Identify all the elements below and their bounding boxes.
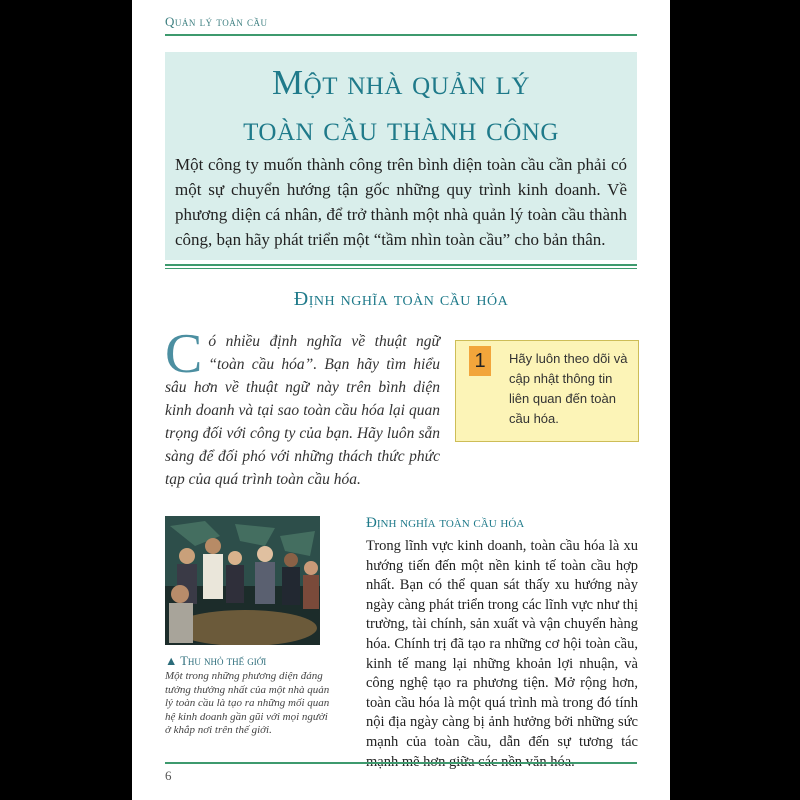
bottom-rule xyxy=(165,762,637,764)
photo-caption-text: Một trong những phương diện đáng tưởng thưởng nhất của một nhà quản lý toàn cầu là tạo ra những mối quan hệ kinh doanh gần gũi với mọi người ở khắp nơi trên thế giới. xyxy=(165,670,330,736)
page-number: 6 xyxy=(165,768,172,783)
section-title: Định nghĩa toàn cầu hóa xyxy=(293,288,509,310)
sidebar-body: Trong lĩnh vực kinh doanh, toàn cầu hóa là xu hướng tiến đến một nền kinh tế toàn cầu hợp nhất. Bạn có thể quan sát thấy xu hướng này ngày càng phát triển trong các lĩnh vực như thị trường, tài chính, sản xuất và vận chuyển hàng hóa. Chính trị đã tạo ra những cơ hội toàn cầu, kinh tế mang lại những khoản lợi nhuận, và công nghệ tạo ra phương tiện. Mở rộng hơn, toàn cầu hóa là một quá trình mà trong đó tính nội địa ngày càng bị ảnh hưởng bởi những sức mạnh của toàn cầu, dẫn đến sự tương tác xyxy=(366,538,638,750)
section-rule xyxy=(165,264,637,266)
tip-text: Hãy luôn theo dõi và cập nhật thông tin liên quan đến toàn cầu hóa. xyxy=(509,351,628,426)
chapter-title-line-2: toàn cầu thành công xyxy=(243,109,559,148)
tip-number: 1 xyxy=(469,346,491,376)
intro-paragraph xyxy=(165,323,440,491)
caption-triangle-icon: ▲ xyxy=(165,654,178,668)
book-page xyxy=(132,0,670,800)
drop-cap: C xyxy=(165,323,203,385)
intro-text: ó nhiều định nghĩa về thuật ngữ “toàn cầu hóa”. Bạn hãy tìm hiểu sâu hơn về thuật ngữ này trên bình diện kinh doanh và tại sao toàn cầu hóa lại quan trọng đối với công ty của bạn. Hãy luôn sẵn sàng để đối phó với những thách thức phức tạp của quá trình toàn cầu hóa. xyxy=(165,333,440,488)
chapter-hero-box xyxy=(165,52,637,260)
top-rule xyxy=(165,34,637,36)
chapter-title-line-1: Một nhà quản lý xyxy=(272,63,530,102)
photo-caption-title: ▲ Thu nhỏ thế giới xyxy=(165,654,267,668)
tip-box xyxy=(455,340,639,442)
section-rule-thin xyxy=(165,268,637,269)
chapter-intro-text: Một công ty muốn thành công trên bình diện toàn cầu cần phải có một sự chuyển hướng tận gốc những quy trình kinh doanh. Về phương diện cá nhân, để trở thành một nhà quản lý toàn cầu thành công, bạn hãy phát triển một “tầm nhìn toàn cầu” cho bản thân. xyxy=(175,155,627,249)
sidebar-title: Định nghĩa toàn cầu hóa xyxy=(366,515,525,531)
running-head: Quản lý toàn cầu xyxy=(165,14,268,29)
business-meeting-photo xyxy=(165,516,320,645)
chapter-title xyxy=(165,60,637,152)
